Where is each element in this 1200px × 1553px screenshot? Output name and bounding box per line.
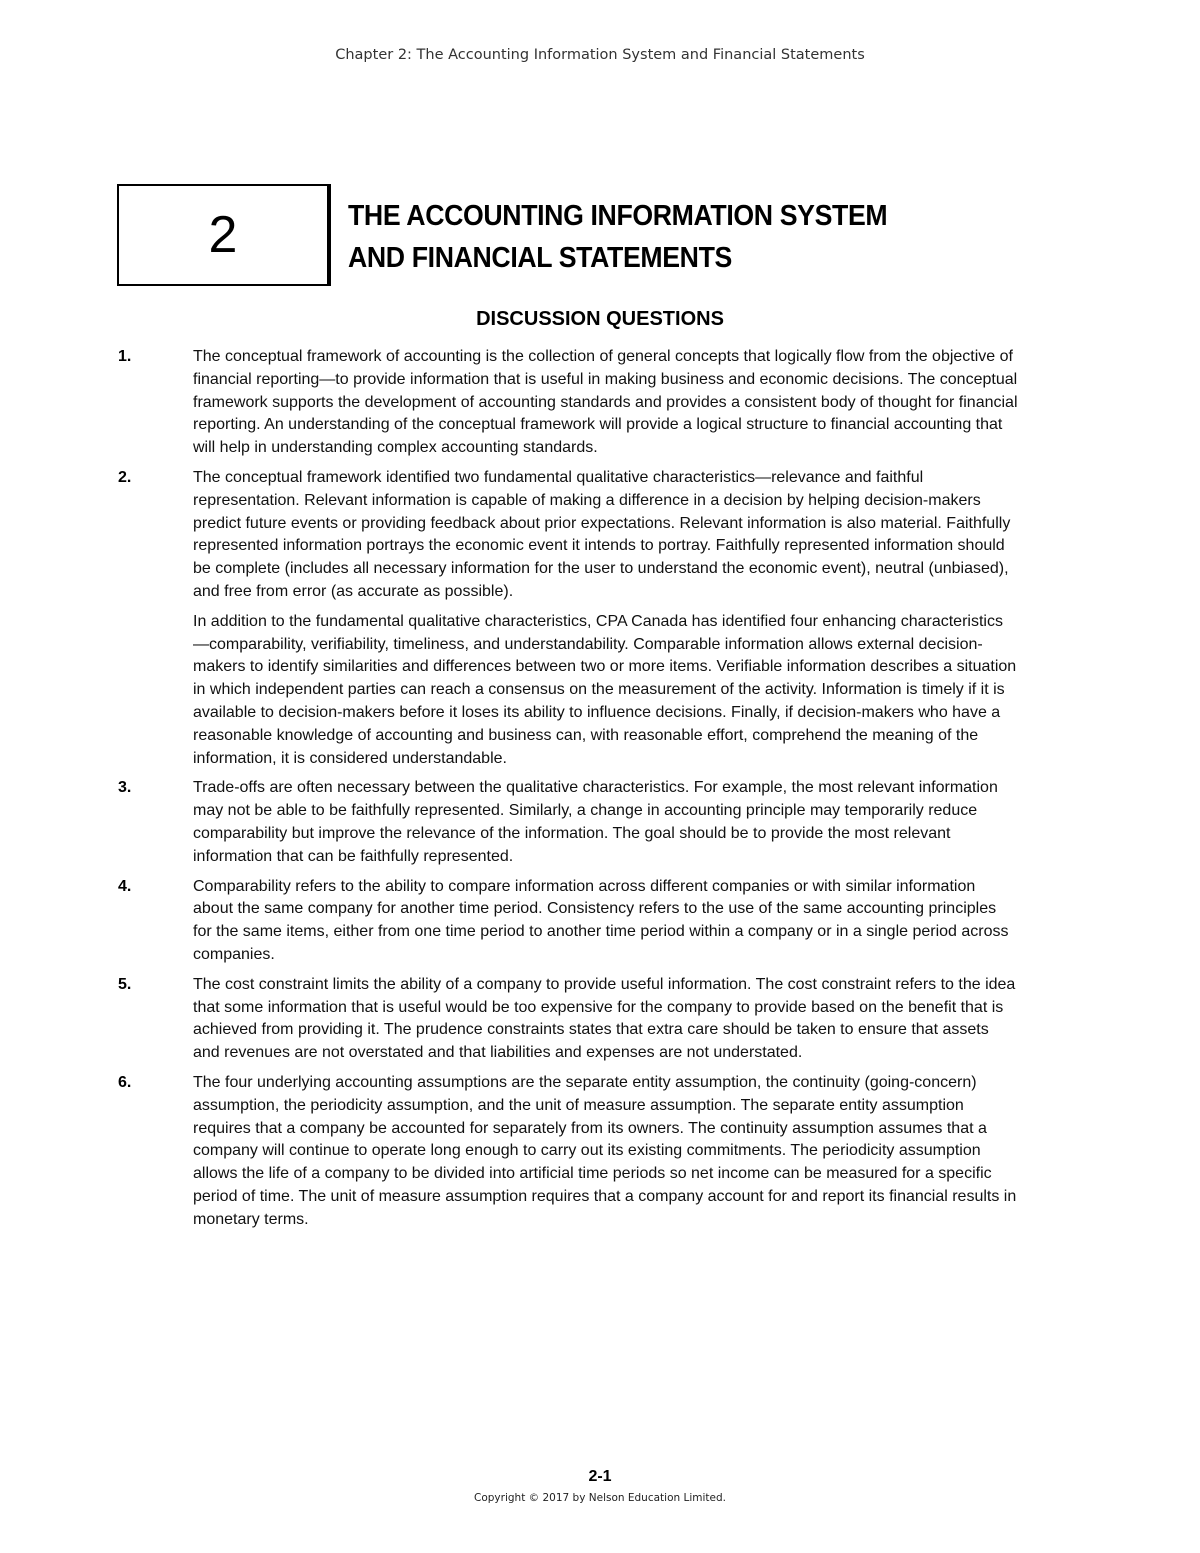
answer-paragraph: The conceptual framework of accounting is the collection of general concepts that logically flow from the objective of financial reporting—to provide information that is useful in making business and economic decisions. The conceptual framework supports the development of accounting standards and provides a consistent body of thought for financial reporting. An understanding of the conceptual framework will provide a logical structure to financial accounting that will help in understanding complex accounting standards. <box>193 348 1018 457</box>
answer-paragraph: The conceptual framework identified two fundamental qualitative characteristics—relevance and faithful representation. Relevant information is capable of making a difference in a decision by helping decision-makers predict future events or providing feedback about prior expectations. Relevant information is also material. Faithfully represented information portrays the economic event it intends to portray. Faithfully represented information should be complete (includes all necessary information for the user to understand the economic event), neutral (unbiased), and free from error (as accurate as possible). <box>193 468 1011 600</box>
answer-paragraph: In addition to the fundamental qualitative characteristics, CPA Canada has identified four enhancing characteristics—comparability, verifiability, timeliness, and understandability. Comparable information allows external decision-makers to identify similarities and differences between two or more items. Verifiable information describes a situation in which independent parties can reach a consensus on the measurement of the activity. Information is timely if it is available to decision-makers before it loses its ability to influence decisions. Finally, if decision-makers who have a reasonable knowledge of accounting and business can, with reasonable effort, comprehend the meaning of the information, it is considered understandable. <box>193 612 1017 767</box>
running-header: Chapter 2: The Accounting Information System and Financial Statements <box>335 47 865 63</box>
answer-paragraph: Trade-offs are often necessary between the qualitative characteristics. For example, the most relevant information may not be able to be faithfully represented. Similarly, a change in accounting principle may temporarily reduce comparability but improve the relevance of the information. The goal should be to provide the most relevant information that can be faithfully represented. <box>193 779 998 865</box>
page-number: 2-1 <box>588 1468 612 1485</box>
chapter-divider <box>329 184 331 286</box>
question-item <box>118 1072 1018 1232</box>
question-number: 3. <box>118 779 132 797</box>
question-number: 2. <box>118 468 132 486</box>
question-number: 6. <box>118 1073 132 1091</box>
section-heading: DISCUSSION QUESTIONS <box>476 308 724 330</box>
question-item <box>118 467 1018 770</box>
question-number: 5. <box>118 975 132 993</box>
answer-paragraph: Comparability refers to the ability to compare information across different companies or with similar information about the same company for another time period. Consistency refers to the use of the same accounting principles for the same items, either from one time period to another time period within a company or in a single period across companies. <box>193 877 1009 963</box>
answer-paragraph: The four underlying accounting assumptions are the separate entity assumption, the continuity (going-concern) assumption, the periodicity assumption, and the unit of measure assumption. The separate entity assumption requires that a company be accounted for separately from its owners. The continuity assumption assumes that a company will continue to operate long enough to carry out its existing commitments. The periodicity assumption allows the life of a company to be divided into artificial time periods so net income can be measured for a specific period of time. The unit of measure assumption requires that a company account for and report its financial results in monetary terms. <box>193 1073 1017 1228</box>
question-item <box>118 974 1018 1065</box>
chapter-title-line-1: THE ACCOUNTING INFORMATION SYSTEM <box>348 200 888 232</box>
question-number: 1. <box>118 348 132 365</box>
question-number: 4. <box>118 877 132 895</box>
chapter-title <box>348 195 887 279</box>
question-item <box>118 346 1018 460</box>
copyright-notice: Copyright © 2017 by Nelson Education Limited. <box>474 1492 726 1504</box>
chapter-title-line-2: AND FINANCIAL STATEMENTS <box>348 242 732 274</box>
discussion-questions-list <box>118 346 1018 1238</box>
question-item <box>118 876 1018 967</box>
answer-paragraph: The cost constraint limits the ability of a company to provide useful information. The cost constraint refers to the idea that some information that is useful would be too expensive for the company to provide based on the benefit that is achieved from providing it. The prudence constraints states that extra care should be taken to ensure that assets and revenues are not overstated and that liabilities and expenses are not understated. <box>193 975 1016 1062</box>
chapter-number-box: 2 <box>117 184 329 286</box>
question-item <box>118 777 1018 868</box>
